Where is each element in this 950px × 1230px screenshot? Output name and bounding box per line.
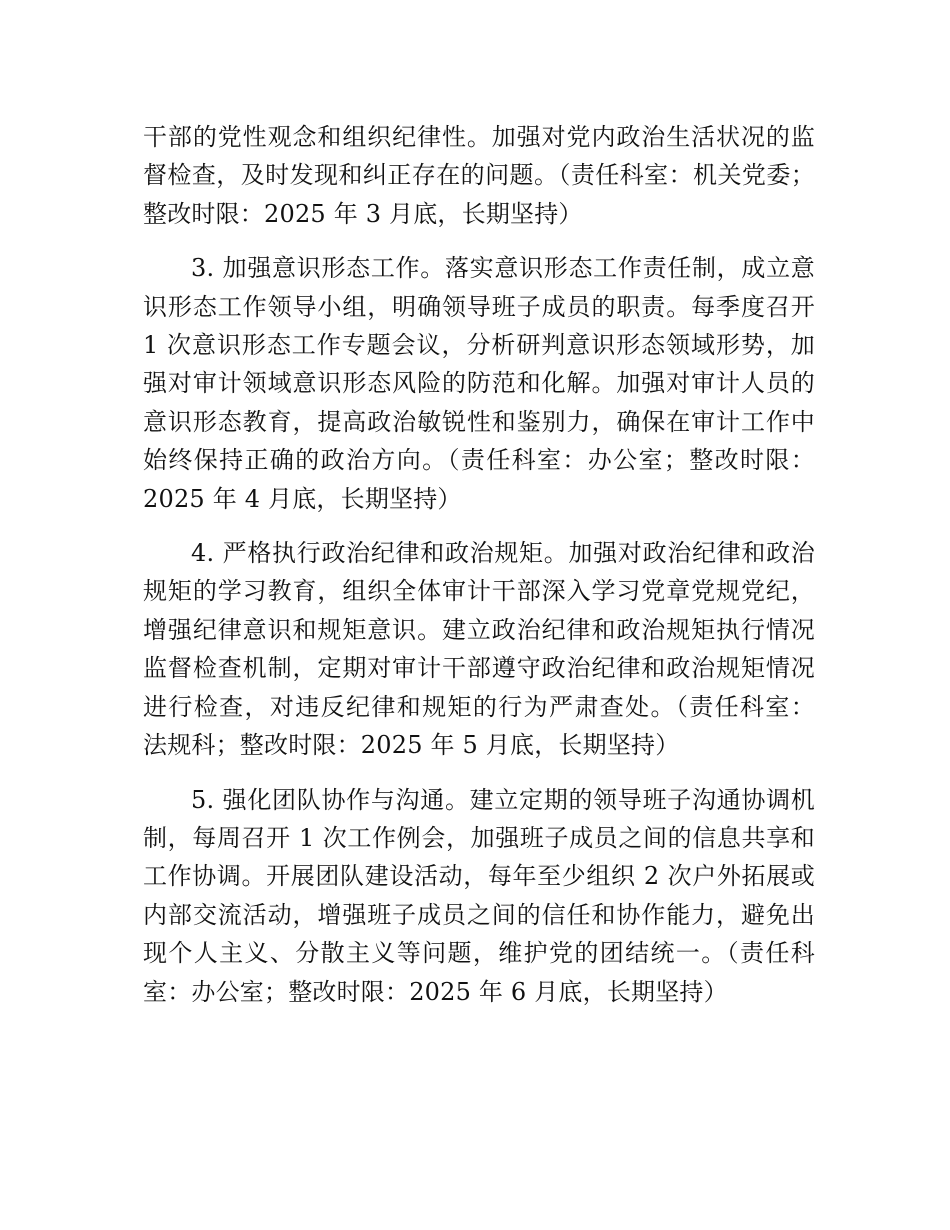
paragraph-item-3 bbox=[143, 249, 815, 518]
text-line: 意识形态教育，提高政治敏锐性和鉴别力，确保在审计工作中 bbox=[143, 407, 815, 436]
text-line: 始终保持正确的政治方向。（责任科室：办公室；整改时限： bbox=[143, 446, 815, 475]
text-line: 识形态工作领导小组，明确领导班子成员的职责。每季度召开 bbox=[143, 292, 815, 321]
text-line: 法规科；整改时限：2025 年 5 月底，长期坚持） bbox=[143, 731, 680, 760]
text-line: 现个人主义、分散主义等问题，维护党的团结统一。（责任科 bbox=[143, 939, 815, 968]
text-line: 规矩的学习教育，组织全体审计干部深入学习党章党规党纪， bbox=[143, 577, 815, 606]
document-body bbox=[143, 118, 815, 1011]
text-line: 监督检查机制，定期对审计干部遵守政治纪律和政治规矩情况 bbox=[143, 654, 815, 683]
text-line: 1 次意识形态工作专题会议，分析研判意识形态领域形势，加 bbox=[143, 331, 815, 360]
text-line: 干部的党性观念和组织纪律性。加强对党内政治生活状况的监 bbox=[143, 123, 815, 151]
paragraph-item-4 bbox=[143, 534, 815, 764]
text-line: 工作协调。开展团队建设活动，每年至少组织 2 次户外拓展或 bbox=[143, 862, 815, 891]
text-line: 室：办公室；整改时限：2025 年 6 月底，长期坚持） bbox=[143, 977, 728, 1006]
text-line: 增强纪律意识和规矩意识。建立政治纪律和政治规矩执行情况 bbox=[143, 615, 815, 644]
text-line: 进行检查，对违反纪律和规矩的行为严肃查处。（责任科室： bbox=[143, 692, 815, 721]
text-line: 督检查，及时发现和纠正存在的问题。（责任科室：机关党委； bbox=[143, 161, 815, 190]
text-line: 2025 年 4 月底，长期坚持） bbox=[143, 484, 462, 513]
text-line: 制，每周召开 1 次工作例会，加强班子成员之间的信息共享和 bbox=[143, 823, 815, 852]
paragraph-item-5 bbox=[143, 781, 815, 1011]
text-line: 整改时限：2025 年 3 月底，长期坚持） bbox=[143, 199, 583, 228]
text-line: 4. 严格执行政治纪律和政治规矩。加强对政治纪律和政治 bbox=[191, 539, 815, 568]
text-line: 强对审计领域意识形态风险的防范和化解。加强对审计人员的 bbox=[143, 369, 815, 398]
text-line: 内部交流活动，增强班子成员之间的信任和协作能力，避免出 bbox=[143, 900, 815, 929]
text-line: 3. 加强意识形态工作。落实意识形态工作责任制，成立意 bbox=[191, 254, 815, 283]
paragraph-continuation bbox=[143, 118, 815, 233]
text-line: 5. 强化团队协作与沟通。建立定期的领导班子沟通协调机 bbox=[191, 785, 815, 814]
